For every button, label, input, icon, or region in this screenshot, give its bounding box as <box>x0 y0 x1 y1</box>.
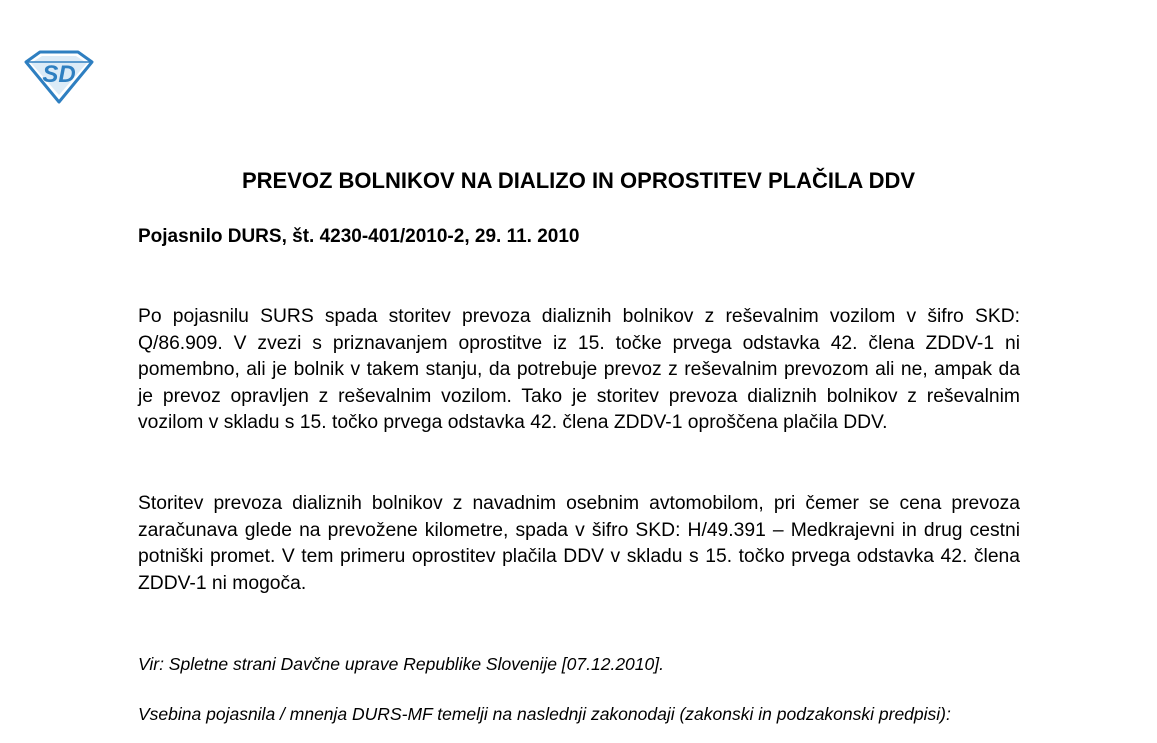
source-note: Vir: Spletne strani Davčne uprave Republike Slovenije [07.12.2010]. <box>138 654 664 674</box>
body-paragraph: Po pojasnilu SURS spada storitev prevoza dializnih bolnikov z reševalnim vozilom v šifro SKD: Q/86.909. V zvezi s priznavanjem oprostitve iz 15. točke prvega odstavka 42. člena ZDDV-1 ni pomembno, ali je bolnik v takem stanju, da potrebuje prevoz z reševalnim prevozom ali ne, ampak da je prevoz opravljen z reševalnim vozilom. Tako je storitev prevoza dializnih bolnikov z reševalnim vozilom v skladu s 15. točko prvega odstavka 42. člena ZDDV-1 oproščena plačila DDV. <box>138 306 1020 434</box>
legal-basis-note: Vsebina pojasnila / mnenja DURS-MF temelji na naslednji zakonodaji (zakonski in podzakonski predpisi): <box>138 704 951 724</box>
document-title: PREVOZ BOLNIKOV NA DIALIZO IN OPROSTITEV PLAČILA DDV <box>241 168 916 193</box>
body-paragraph: Storitev prevoza dializnih bolnikov z navadnim osebnim avtomobilom, pri čemer se cena prevoza zaračunava glede na prevožene kilometre, spada v šifro SKD: H/49.391 – Medkrajevni in drug cestni potniški promet. V tem primeru oprostitev plačila DDV v skladu s 15. točko prvega odstavka 42. člena ZDDV-1 ni mogoča. <box>138 493 1020 594</box>
company-logo-icon <box>22 48 96 106</box>
logo-letters: SD <box>42 61 76 88</box>
document-subtitle: Pojasnilo DURS, št. 4230-401/2010-2, 29. 11. 2010 <box>138 226 580 247</box>
